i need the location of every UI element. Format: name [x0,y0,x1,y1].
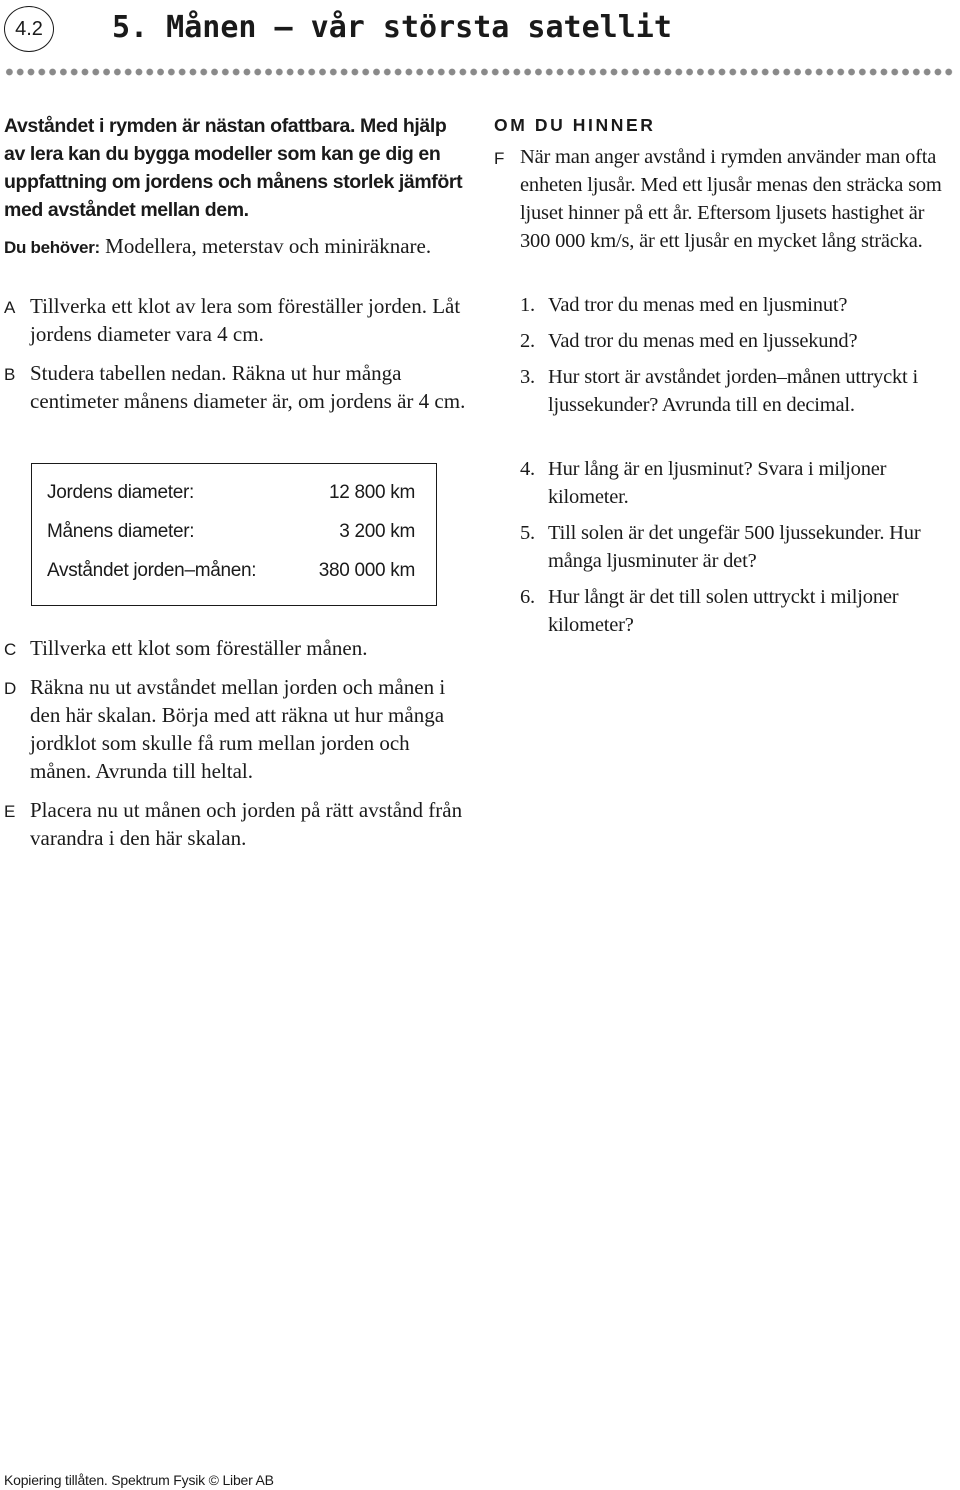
question-item [520,583,960,639]
extra-heading: OM DU HINNER [494,115,656,135]
section-number: 4.2 [15,17,43,40]
question-item [520,455,960,511]
task-b [4,359,474,415]
question-number: 5. [520,522,535,544]
question-number: 1. [520,294,535,316]
table-row [47,519,415,545]
materials-label: Du behöver: [4,238,100,257]
question-number: 2. [520,330,535,352]
question-text: Till solen är det ungefär 500 ljussekunder. Hur många ljusminuter är det? [548,522,921,572]
materials-needed [4,232,484,262]
copyright-footer: Kopiering tillåten. Spektrum Fysik © Liber AB [4,1472,274,1488]
task-f [494,143,954,255]
task-text: Räkna nu ut avståndet mellan jorden och månen i den här skalan. Börja med att räkna ut hur många jordklot som skulle få rum mellan jorden och månen. Avrunda till heltal. [30,675,446,783]
task-letter: E [4,802,16,821]
task-text: När man anger avstånd i rymden använder man ofta enheten ljusår. Med ett ljusår menas den sträcka som ljuset hinner på ett år. Eftersom ljusets hastighet är 300 000 km/s, är ett ljusår en mycket lång sträcka. [520,146,942,252]
task-text: Studera tabellen nedan. Räkna ut hur många centimeter månens diameter är, om jordens är 4 cm. [30,361,466,413]
question-number: 6. [520,586,535,608]
question-text: Vad tror du menas med en ljusminut? [548,294,848,316]
task-letter: D [4,679,17,698]
task-a [4,292,474,348]
task-letter: C [4,640,17,659]
table-row [47,558,415,584]
chapter-title: 5. Månen – vår största satellit [112,10,672,45]
task-letter: F [494,149,505,168]
distance-table [31,463,437,606]
task-c [4,634,474,664]
table-value: 380 000 km [318,560,415,581]
question-number: 4. [520,458,535,480]
task-text: Placera nu ut månen och jorden på rätt avstånd från varandra i den här skalan. [30,798,463,850]
materials-list: Modellera, meterstav och miniräknare. [99,234,432,258]
task-text: Tillverka ett klot av lera som föreställer jorden. Låt jordens diameter vara 4 cm. [30,294,461,346]
question-text: Vad tror du menas med en ljussekund? [548,330,858,352]
task-letter: A [4,298,16,317]
table-label: Månens diameter: [47,521,195,542]
table-row [47,480,415,506]
question-item [520,363,960,419]
question-item [520,291,960,319]
question-text: Hur långt är det till solen uttryckt i miljoner kilometer? [548,586,899,636]
table-value: 3 200 km [339,521,415,542]
table-label: Avståndet jorden–månen: [47,560,257,581]
section-number-badge [4,6,54,52]
question-item [520,519,960,575]
question-text: Hur lång är en ljusminut? Svara i miljoner kilometer. [548,458,887,508]
task-letter: B [4,365,16,384]
task-text: Tillverka ett klot som föreställer månen. [30,636,368,660]
question-number: 3. [520,366,535,388]
table-value: 12 800 km [328,482,415,503]
question-item [520,327,960,355]
intro-text: Avståndet i rymden är nästan ofattbara. Med hjälp av lera kan du bygga modeller som kan ge dig en uppfattning om jordens och månens storlek jämfört med avståndet mellan dem. [4,115,463,221]
table-label: Jordens diameter: [47,482,194,503]
question-text: Hur stort är avståndet jorden–månen uttryckt i ljussekunder? Avrunda till en decimal. [548,366,918,416]
task-e [4,796,474,852]
task-d [4,673,474,785]
dotted-divider [4,66,956,78]
